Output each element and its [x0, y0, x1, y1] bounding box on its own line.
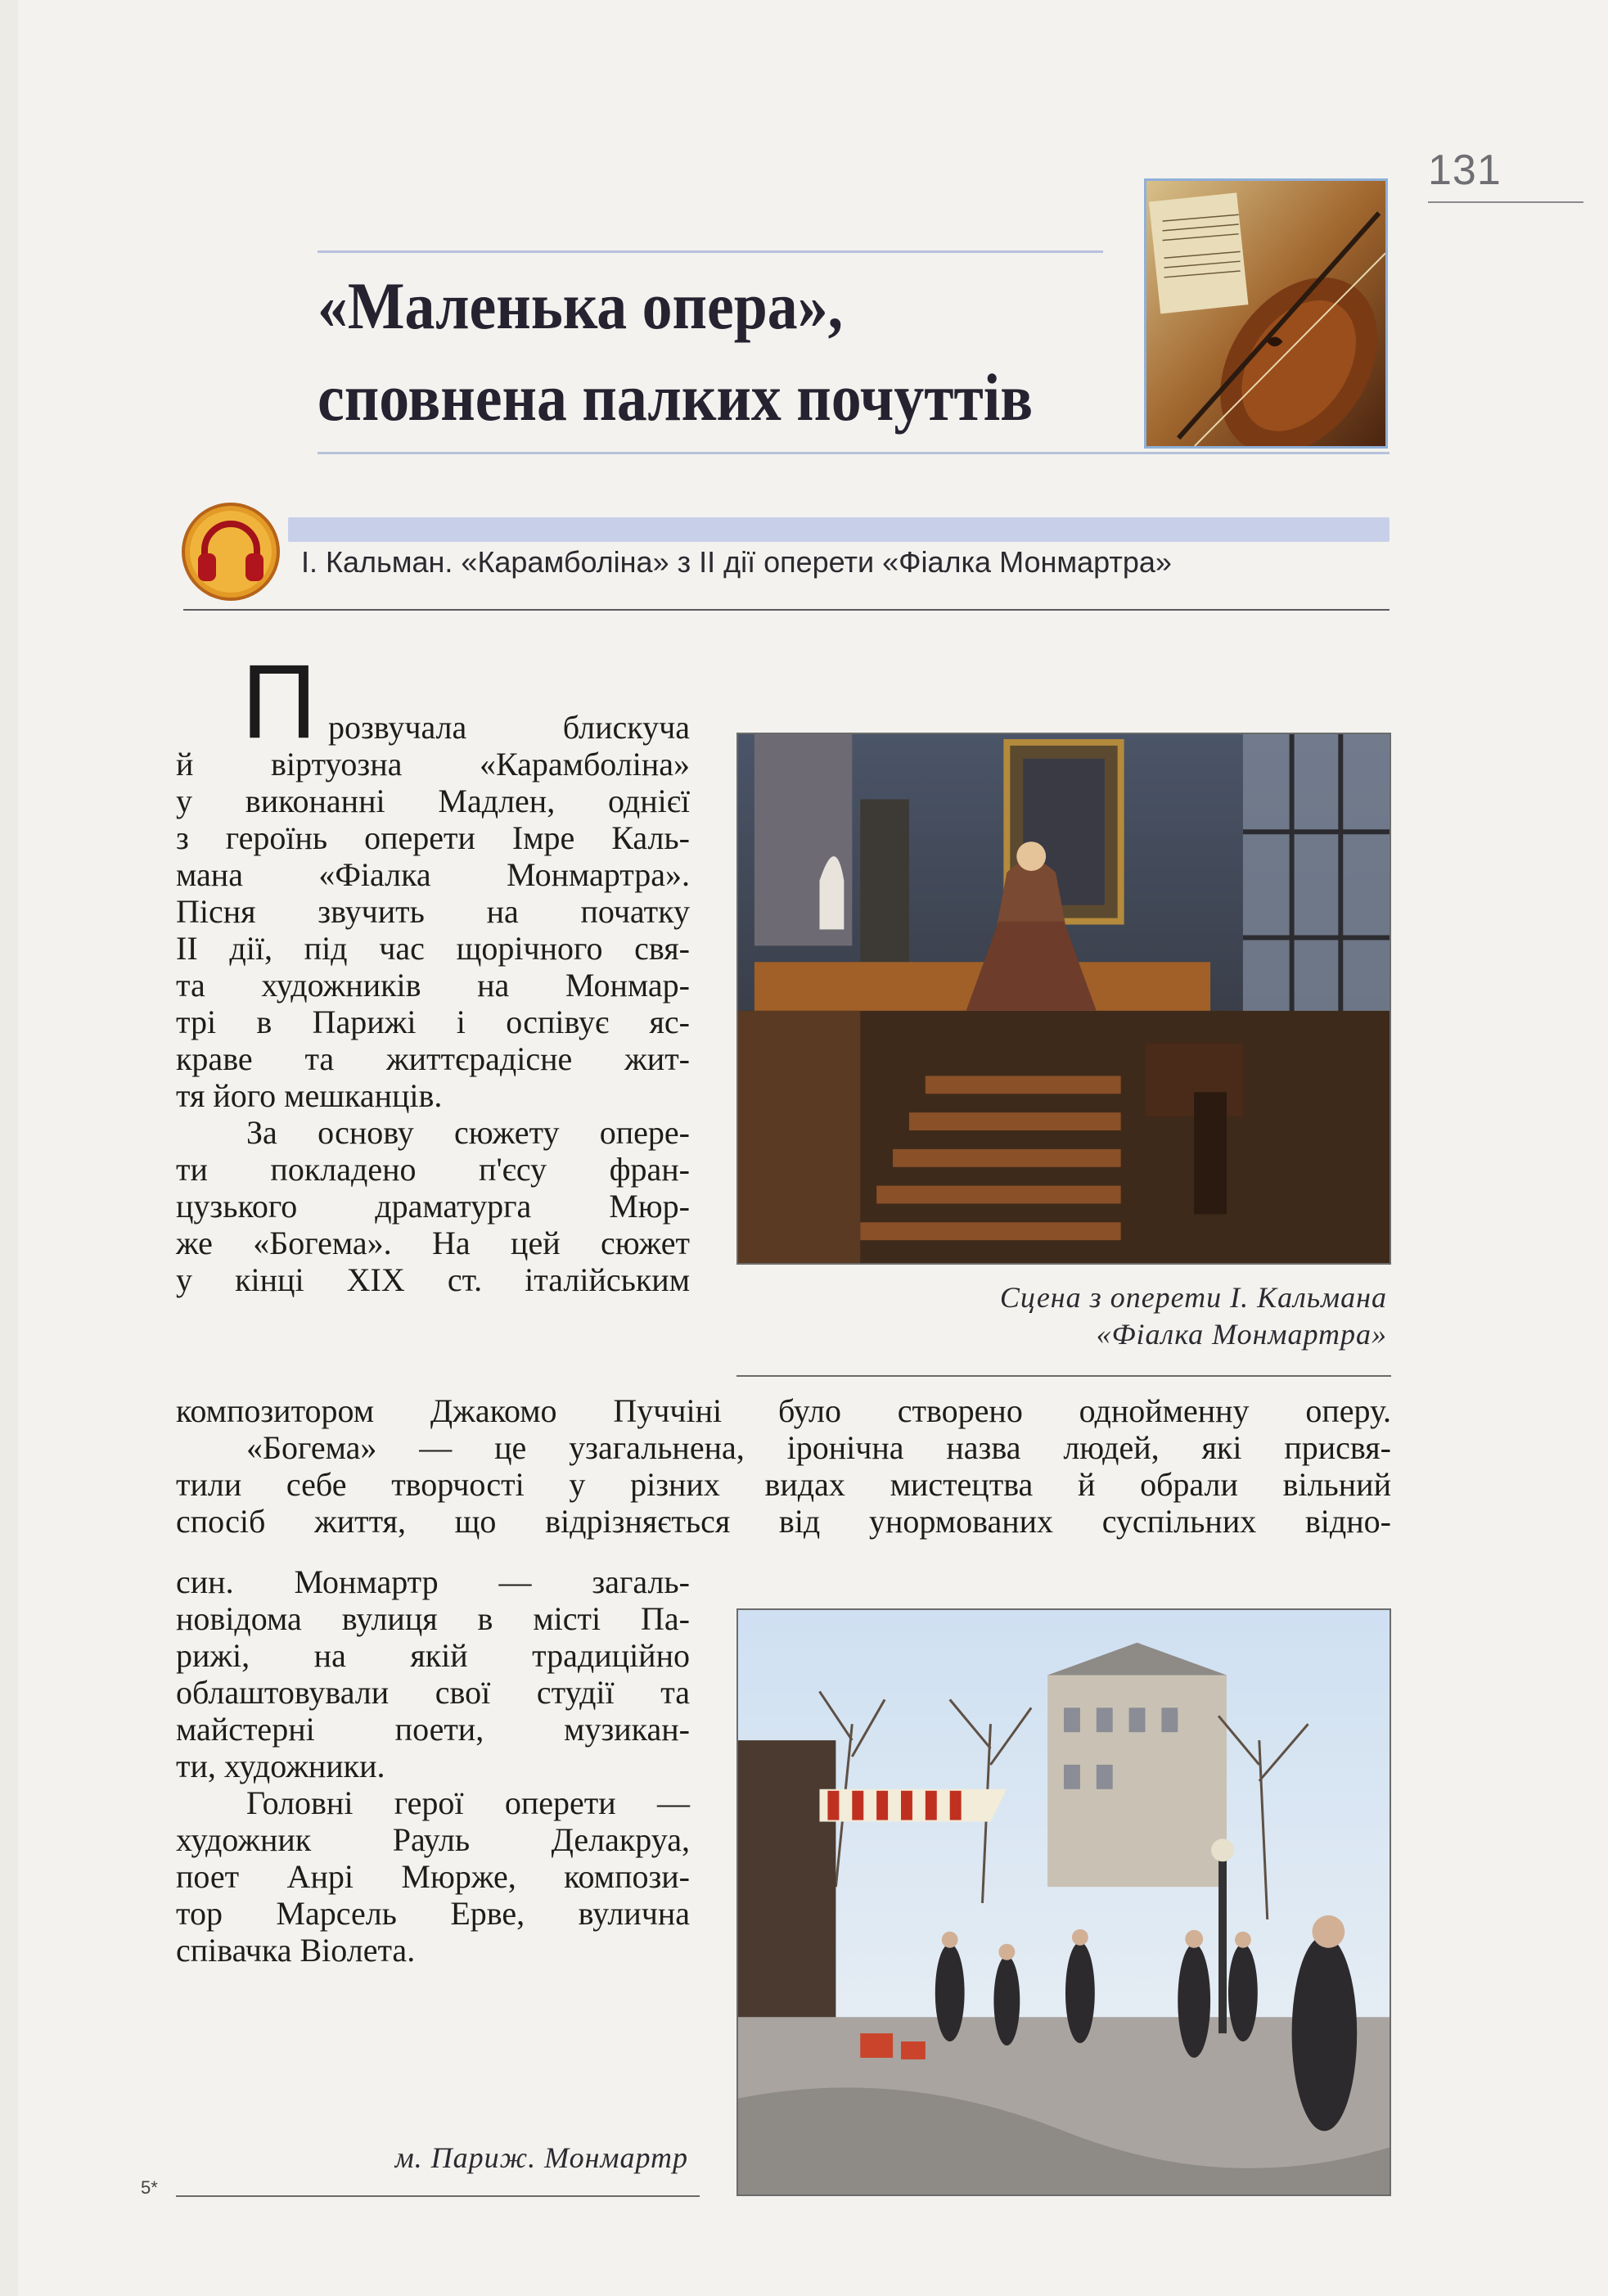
text-line: же «Богема». На цей сюжет: [176, 1225, 690, 1261]
text-line: трі в Парижі і оспівує яс-: [176, 1004, 690, 1040]
text-line: рижі, на якій традиційно: [176, 1637, 690, 1674]
text-line: майстерні поети, музикан-: [176, 1711, 690, 1748]
paragraph-intro: [176, 643, 690, 1298]
audio-rule: [183, 609, 1390, 611]
text-line: співачка Віолета.: [176, 1932, 416, 1969]
text-line: ти, художники.: [176, 1748, 385, 1784]
text-line: й віртуозна «Карамболіна»: [176, 746, 690, 783]
page-title: [318, 260, 1047, 444]
title-line-1: «Маленька опера»,: [318, 268, 844, 343]
text-line: поет Анрі Мюрже, компози-: [176, 1858, 690, 1895]
text-line: мана «Фіалка Монмартра».: [176, 856, 690, 893]
caption-line: Сцена з оперети І. Кальмана: [999, 1281, 1387, 1314]
paragraph-montmartre: [176, 1563, 690, 1969]
paragraph-puccini: [176, 1392, 1391, 1429]
text-line: у кінці XIX ст. італійським: [176, 1261, 690, 1298]
text-line: «Богема» — це узагальнена, іронічна назва людей, які присвя-: [246, 1429, 1391, 1466]
text-line: спосіб життя, що відрізняється від унормованих суспільних відно-: [176, 1503, 1391, 1540]
drop-cap: П: [241, 643, 317, 760]
caption-rule: [176, 2195, 700, 2197]
text-line: тор Марсель Ерве, вулична: [176, 1895, 690, 1932]
text-line: художник Рауль Делакруа,: [176, 1821, 690, 1858]
caption-line: «Фіалка Монмартра»: [1096, 1318, 1387, 1351]
headphones-icon: [180, 501, 282, 602]
text-line: тя його мешканців.: [176, 1077, 443, 1114]
page-number-rule: [1428, 201, 1583, 203]
text-line: За основу сюжету опере-: [246, 1114, 690, 1151]
text-line: Пісня звучить на початку: [176, 893, 690, 930]
operetta-photo-caption: [736, 1279, 1387, 1353]
title-bottom-rule: [318, 452, 1390, 454]
text-line: облаштовували свої студії та: [176, 1674, 690, 1711]
audio-caption: І. Кальман. «Карамболіна» з ІІ дії оперети «Фіалка Монмартра»: [301, 545, 1172, 579]
text-line: у виконанні Мадлен, однієї: [176, 783, 690, 819]
operetta-stage-photo: [736, 733, 1391, 1265]
page-number: 131: [1428, 147, 1502, 194]
montmartre-photo-caption: м. Париж. Монмартр: [394, 2141, 688, 2174]
text-line: тили себе творчості у різних видах мистецтва й обрали вільний: [176, 1466, 1391, 1503]
title-top-rule: [318, 250, 1103, 253]
text-line: цузького драматурга Мюр-: [176, 1188, 690, 1225]
text-line: краве та життєрадісне жит-: [176, 1040, 690, 1077]
audio-highlight-bar: [288, 517, 1390, 542]
text-line: з героїнь оперети Імре Каль-: [176, 819, 690, 856]
paragraph-bohemia: [176, 1429, 1391, 1540]
text-line: ІІ дії, під час щорічного свя-: [176, 930, 690, 967]
text-line: композитором Джакомо Пуччіні було створено однойменну оперу.: [176, 1392, 1391, 1429]
text-line: Головні герої оперети —: [246, 1784, 690, 1821]
text-line: син. Монмартр — загаль-: [176, 1563, 690, 1600]
violin-sheet-music-photo: [1144, 178, 1388, 449]
text-line: та художників на Монмар-: [176, 967, 690, 1004]
montmartre-street-photo: [736, 1608, 1391, 2196]
caption-rule: [736, 1375, 1391, 1377]
text-line: розвучала блискуча: [328, 709, 690, 746]
title-line-2: сповнена палких почуттів: [318, 360, 1034, 435]
footnote-mark: 5*: [141, 2177, 158, 2198]
text-line: новідома вулиця в місті Па-: [176, 1600, 690, 1637]
text-line: ти покладено п'єсу фран-: [176, 1151, 690, 1188]
